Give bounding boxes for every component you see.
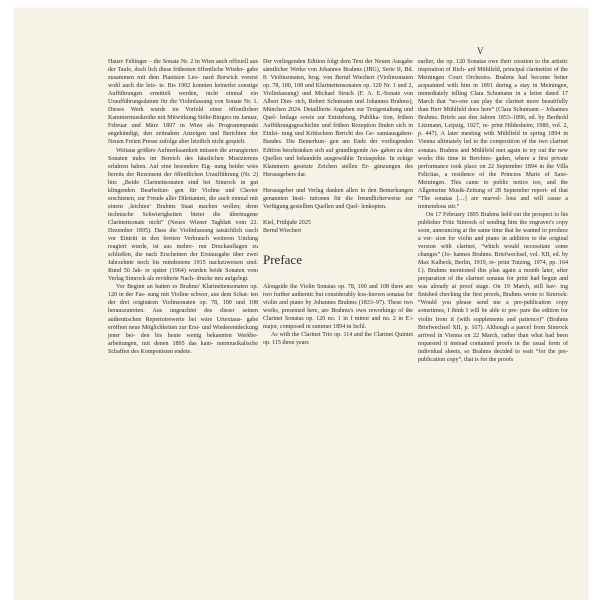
preface-heading: Preface: [263, 251, 302, 267]
page-number: V: [477, 46, 484, 56]
paragraph: Hausv Feltinger – die Sonate Nr. 2 in Wien auch offiziell aus der Taufe, doch lich diese frühesten öffentliche Wieder- gabe zusammen mit dem Pianisten Leo- nard Borwick vorerst wohl auch die letz- te. Bis 1902 konnten keinerlei sonstige Aufführungen ermittelt werden, nicht einmal ein Uraufführungsdatum für die Violinfassung von Sonate Nr. 1. Dieses Werk wurde im Vorfeld einer öffentlichen Kammermusikreihe mit Mitwirkung Stöhr-Bürgers im Januar, Februar und März 1897 in Wien als Programmpunkt angekündigt, den zeitnahen Anzeigen und Berichten der Neuen Freien Presse zufolge aber letztlich nicht gespielt.: [108, 59, 259, 146]
text-column-german-1: [108, 58, 258, 356]
paragraph: On 17 February 1895 Brahms held out the prospect to his publisher Fritz Simrock of sending him the engraver's copy soon, announcing at the same time that he wanted to produce a ver- sion for violin and piano in addition to the original version with clarinet, “which would necessitate some changes” (Jo- hannes Brahms. Briefwechsel, vol. XII, ed. by Max Kalbeck, Berlin, 1919, re- print Tutzing, 1974, pp. 164 f.). Brahms mentioned this plan again a month later, after preparation of the clarinet sonatas for print had begun and was already at proof stage. On 19 March, still hav- ing finished checking the first proofs, Brahms wrote to Simrock: “Would you please send me a pre-publication copy sometimes, I think I will be able to pre- pare the edition for violin from it (with supplements and patience)” (Brahms Briefwechsel XII, p. 167). Although a parcel from Simrock arrived in Vienna on 22 March, rather than what had been requested it instead contained proofs in the usual form of individual sheets, so Brahms decided to wait “for the pre- publication copy”, that is for the proofs: [418, 211, 568, 363]
paragraph: Alongside the Violin Sonatas op. 78, 100 and 108 there are two further authentic but considerably less-known sonatas for violin and piano by Johannes Brahms (1833–97). These two works, presented here, are Brahms's own reworkings of the Clarinet Sonatas op. 120 no. 1 in f minor and no. 2 in E♭ major, composed in summer 1894 in Ischl.: [263, 283, 413, 331]
paragraph: Herausgeber und Verlag danken allen in den Bemerkungen genannten Insti- tutionen für die freundlicherweise zur Verfügung gestellten Quellen und Quel- lenkopien.: [263, 187, 413, 210]
paragraph: earlier, the op. 120 Sonatas owe their creation to the artistic inspiration of Rich- ard Mühlfeld, principal clarinettist of the Meiningen Court Orchestra. Brahms had become better acquainted with him in 1891 during a stay in Meiningen, immediately telling Clara Schumann in a letter dated 17 March that “no-one can play the clarinet more beautifully than Herr Mühlfeld does here” (Clara Schumann – Johannes Brahms. Briefe aus den Jahren 1853–1896, ed. by Berthold Litzmann, Leipzig, 1927, re- print Hildesheim, 1989, vol. 2, p. 447). A later meeting with Mühlfeld in spring 1894 in Vienna ultimately led to the composition of the two clarinet sonatas. Brahms and Mühlfeld met again to try out the new works this time in Berchtes- gaden, where a first private performance took place on 22 September 1894 in the Villa Felicitas, a residence of the Princess Marie of Saxe-Meiningen. This came to public notice too, and the Allgemeine Musik-Zeitung of 28 September report- ed that “The sonatas […] are marvel- lous and will cause a tremendous stir.”: [418, 59, 568, 210]
text-column-german-2: [263, 58, 413, 347]
text-column-english: [418, 58, 568, 364]
paragraph: Vor Beginn an hatten es Brahms' Klarinettensonaten op. 120 in der Fas- sung mit Violine schwer, aus dem Schat- ten der drei originären Violinsonaten op. 78, 100 und 108 herauszutreten. Aus ungeachtet des dieser seinen authentischen Repertoirewerte bei wäre Urtextaus- gabe eröffnet neue Möglichkeiten zur Erst- und Wiederentdeckung jener bei- den bis heute wenig bekannten Werkbe- arbeitungen, mit denen 1895 das kam- mermusikalische Schaffen des Komponisten endete.: [108, 284, 258, 355]
paragraph: As with the Clarinet Trio op. 114 and the Clarinet Quintet op. 115 three years: [263, 332, 413, 347]
signoff-place-date: Kiel, Frühjahr 2025: [263, 219, 311, 226]
page-sheet: [14, 8, 588, 600]
paragraph: Der vorliegenden Edition folgt dem Text der Neuen Ausgabe sämtlicher Werke von Johannes Brahms (JBG), Serie II, Bd. 8: Violinsonaten, hrsg. von Bernd Wiechert (Violinsonaten op. 78, 100, 108 und Klarinettensonaten op. 120 Nr. 1 und 2, Violinfassung) und Michael Struck (F. A. E.-Sonate von Albert Diet- rich, Robert Schumann und Johannes Brahms), München 2024. Detaillierte Angaben zur Textgestaltung und Quel- lenlage sowie zur Entstehung, Publika- tion, frühen Aufführungsgeschichte und frühen Rezeption finden sich in Einlei- tung und Kritischem Bericht des Ge- samtausgaben-Bandes. Die Bemerkun- gen am Ende der vorliegenden Edition beschränken sich auf grundlegende An- gaben zu den Quellen und behandeln ausgewählte Textaspekte. In eckige Klammern gesetzte Zeichen stellen Er- gänzungen des Herausgebers dar.: [263, 59, 413, 178]
paragraph: Weitaus größere Aufmerksamkeit müssen die arrangierten Sonaten indes im Bereich des häuslichen Musizierens erfahren haben. Auf eine besondere Eig- nung beider wies bereits der Rezensent der öffentlichen Uraufführung (Nr. 2) hin: „Beide Clarinettsonaten sind bei Simrock in gut klingenden Bearbeitun- gen für Violine und Clavier erschienen, zur Freude aller Dilettanten, die auch einmal mit einem ‚leichten‘ Brahms Staat machen wollen; denn technische Schwierigkeiten bietet die übertragene Clarinettsonate nicht“ (Neues Wiener Tagblatt vom 22. Dezember 1895). Dass die Violinfassung tatsächlich rasch vor Eintritt in den breiten Verbrauch weiteren Umfang reagiert wurde, ist aus mehre- ren Druckauflagen zu schließen, die nach Erscheinen der Erstausgabe über zwei Jahrzehnte noch bis mindestens 1915 nachzuweisen sind. Rund 50 Jah- re später (1964) wurden beide Sonaten vom Verlag Simrock als revidierte Nach- drucke neu aufgelegt.: [108, 147, 258, 283]
signoff-editor: Bernd Wiechert: [263, 227, 302, 234]
